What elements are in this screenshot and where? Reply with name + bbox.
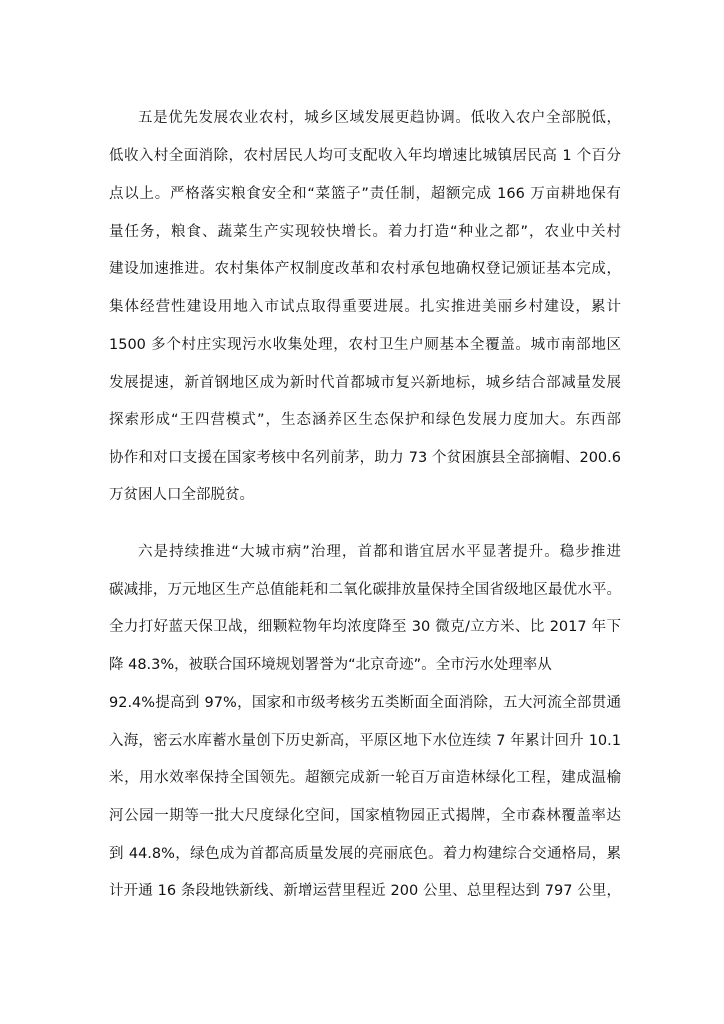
paragraph-line: 全力打好蓝天保卫战，细颗粒物年均浓度降至 30 微克/立方米、比 2017 年下 [109, 619, 621, 635]
paragraph-line: 到 44.8%，绿色成为首都高质量发展的亮丽底色。着力构建综合交通格局，累 [109, 846, 621, 862]
paragraph-line: 量任务，粮食、蔬菜生产实现较快增长。着力打造“种业之都”，农业中关村 [109, 224, 621, 240]
paragraph-line: 六是持续推进“大城市病”治理，首都和谐宜居水平显著提升。稳步推进 [138, 544, 621, 560]
paragraph-line: 计开通 16 条段地铁新线、新增运营里程近 200 公里、总里程达到 797 公里， [109, 883, 621, 899]
paragraph-line: 低收入村全面消除，农村居民人均可支配收入年均增速比城镇居民高 1 个百分 [109, 148, 621, 164]
paragraph-line: 万贫困人口全部脱贫。 [109, 487, 254, 503]
paragraph-line: 五是优先发展农业农村，城乡区域发展更趋协调。低收入农户全部脱低， [138, 110, 621, 126]
paragraph-line: 探索形成“王四营模式”，生态涵养区生态保护和绿色发展力度加大。东西部 [109, 412, 621, 428]
paragraph-line: 协作和对口支援在国家考核中名列前茅，助力 73 个贫困旗县全部摘帽、200.6 [109, 450, 621, 466]
paragraph-line: 碳减排，万元地区生产总值能耗和二氧化碳排放量保持全国省级地区最优水平。 [109, 582, 621, 598]
paragraph-line: 1500 多个村庄实现污水收集处理，农村卫生户厕基本全覆盖。城市南部地区 [109, 337, 621, 353]
paragraph-line: 发展提速，新首钢地区成为新时代首都城市复兴新地标，城乡结合部减量发展 [109, 375, 621, 391]
paragraph-line: 92.4%提高到 97%，国家和市级考核劣五类断面全面消除，五大河流全部贯通 [109, 695, 621, 711]
paragraph-line: 河公园一期等一批大尺度绿化空间，国家植物园正式揭牌，全市森林覆盖率达 [109, 808, 621, 824]
paragraph-line: 米，用水效率保持全国领先。超额完成新一轮百万亩造林绿化工程，建成温榆 [109, 770, 621, 786]
paragraph-line: 点以上。严格落实粮食安全和“菜篮子”责任制，超额完成 166 万亩耕地保有 [109, 186, 621, 202]
paragraph-line: 降 48.3%，被联合国环境规划署誉为“北京奇迹”。全市污水处理率从 [109, 657, 552, 673]
paragraph-line: 建设加速推进。农村集体产权制度改革和农村承包地确权登记颁证基本完成， [109, 261, 621, 277]
paragraph-line: 集体经营性建设用地入市试点取得重要进展。扎实推进美丽乡村建设，累计 [109, 299, 621, 315]
paragraph-line: 入海，密云水库蓄水量创下历史新高，平原区地下水位连续 7 年累计回升 10.1 [109, 733, 621, 749]
